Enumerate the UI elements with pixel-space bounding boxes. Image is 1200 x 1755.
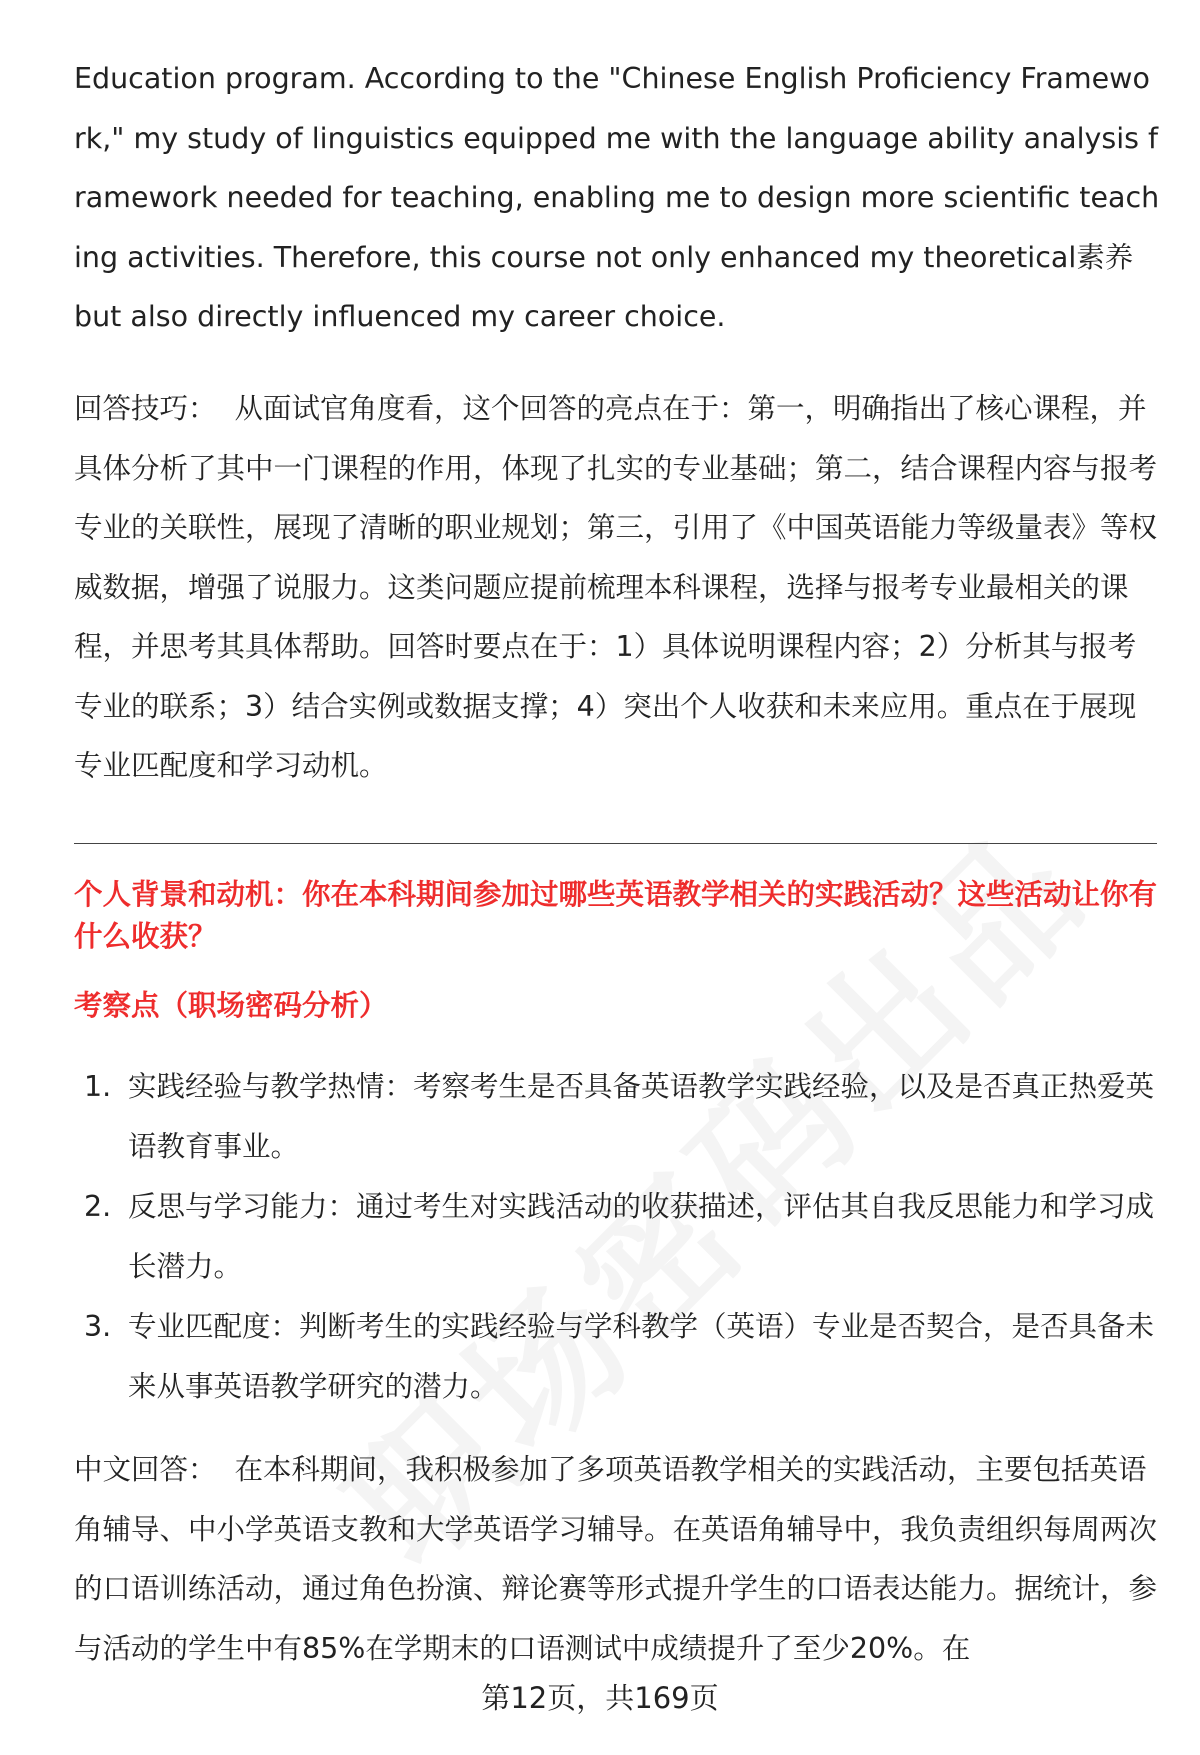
chinese-answer-text: 在本科期间，我积极参加了多项英语教学相关的实践活动，主要包括英语角辅导、中小学英语支教和大学英语学习辅导。在英语角辅导中，我负责组织每周两次的口语训练活动，通过角色扮演、辩论赛等形式提升学生的口语表达能力。据统计，参与活动的学生中有85%在学期末的口语测试中成绩提升了至少20%。在 [74, 1453, 1158, 1665]
assessment-heading: 考察点（职场密码分析） [74, 989, 388, 1022]
page-number-footer: 第12页，共169页 [481, 1681, 719, 1715]
english-answer-text: Education program. According to the "Chinese English Proficiency Framework," my study of linguistics equipped me with the language ability analysis framework needed for teaching, enabling me to design more scientific teaching activities. Therefore, this course not only enhanced my theoretical素养 but also directly influenced my career choice. [74, 62, 1160, 333]
chinese-answer-paragraph [74, 1440, 1160, 1678]
assessment-list [74, 1057, 1160, 1417]
question-heading: 个人背景和动机：你在本科期间参加过哪些英语教学相关的实践活动？这些活动让你有什么收获？ [74, 878, 1158, 953]
section-divider [74, 843, 1157, 844]
list-item-number: 1. [84, 1070, 112, 1103]
answer-tips-label: 回答技巧： [74, 392, 217, 425]
answer-tips-paragraph [74, 379, 1160, 796]
list-item [74, 1297, 1160, 1416]
list-item-text: 实践经验与教学热情：考察考生是否具备英语教学实践经验，以及是否真正热爱英语教育事业。 [128, 1070, 1155, 1163]
list-item [74, 1177, 1160, 1296]
list-item-text: 专业匹配度：判断考生的实践经验与学科教学（英语）专业是否契合，是否具备未来从事英语教学研究的潜力。 [128, 1310, 1155, 1403]
chinese-answer-label: 中文回答： [74, 1453, 217, 1486]
list-item-number: 2. [84, 1190, 112, 1223]
list-item [74, 1057, 1160, 1176]
list-item-number: 3. [84, 1310, 112, 1343]
list-item-text: 反思与学习能力：通过考生对实践活动的收获描述，评估其自我反思能力和学习成长潜力。 [128, 1190, 1155, 1283]
answer-tips-text: 从面试官角度看，这个回答的亮点在于：第一，明确指出了核心课程，并具体分析了其中一门课程的作用，体现了扎实的专业基础；第二，结合课程内容与报考专业的关联性，展现了清晰的职业规划；第三，引用了《中国英语能力等级量表》等权威数据，增强了说服力。这类问题应提前梳理本科课程，选择与报考专业最相关的课程，并思考其具体帮助。回答时要点在于：1）具体说明课程内容；2）分析其与报考专业的联系；3）结合实例或数据支撑；4）突出个人收获和未来应用。重点在于展现专业匹配度和学习动机。 [74, 392, 1158, 782]
english-answer-paragraph [74, 49, 1160, 347]
